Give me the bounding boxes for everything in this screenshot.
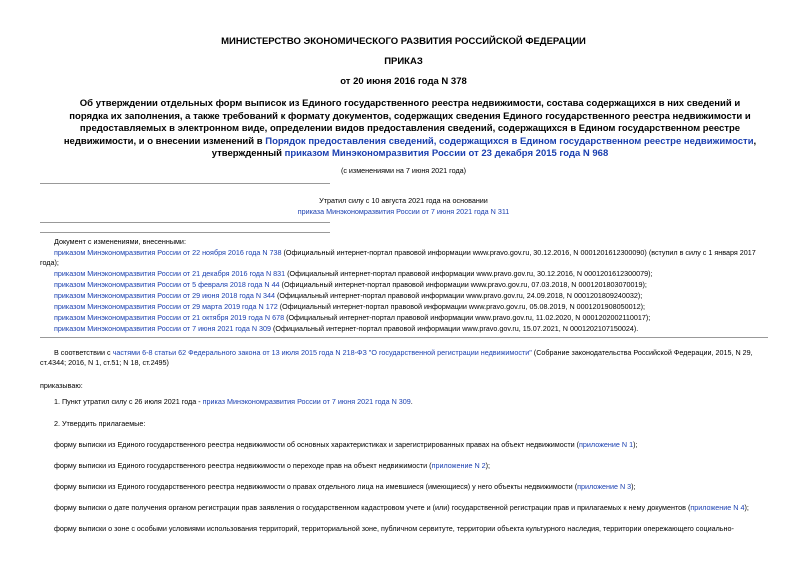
amendment-link[interactable]: приказом Минэкономразвития России от 21 декабря 2016 года N 831	[54, 269, 286, 278]
amendment-text: (Официальный интернет-портал правовой информации www.pravo.gov.ru, 15.07.2021, N 0001202107150024).	[271, 324, 639, 333]
paragraph-1	[54, 397, 413, 407]
preamble-text: В соответствии с	[54, 348, 113, 357]
amendment-text: (Официальный интернет-портал правовой информации www.pravo.gov.ru, 07.03.2018, N 0001201803070019);	[279, 280, 647, 289]
amendment-link[interactable]: приказом Минэкономразвития России от 5 февраля 2018 года N 44	[54, 280, 280, 289]
preamble	[40, 348, 768, 368]
amendment-link[interactable]: приказом Минэкономразвития России от 29 июня 2018 года N 344	[54, 291, 276, 300]
amendment-link[interactable]: приказом Минэкономразвития России от 29 марта 2019 года N 172	[54, 302, 278, 311]
form-item-end: );	[744, 503, 749, 512]
appendix-link[interactable]: приложение N 4	[690, 503, 745, 512]
amendment-text: (Официальный интернет-портал правовой информации www.pravo.gov.ru, 30.12.2016, N 0001201612300090) (вступил в силу с 1 января 2017 года);	[40, 248, 756, 267]
title-text: Об утверждении отдельных форм выписок из Единого государственного реестра недвижимости, состава содержащихся в них сведений и порядка их заполнения, а также требований к формату документов, содержащих сведения Единого государственного реестра недвижимости и предоставляемых в электронном виде, определении видов предоставления сведений, содержащихся в Едином государственном реестре недвижимости, и о внесении изменений в	[63, 98, 751, 147]
document-date: от 20 июня 2016 года N 378	[340, 76, 467, 87]
amendment-item	[54, 313, 650, 323]
amendment-text: (Официальный интернет-портал правовой информации www.pravo.gov.ru, 24.09.2018, N 0001201809240032);	[275, 291, 643, 300]
divider	[40, 232, 330, 233]
amendments-intro: Документ с изменениями, внесенными:	[54, 237, 186, 246]
lost-force-link[interactable]: приказа Минэкономразвития России от 7 июня 2021 года N 311	[297, 207, 510, 216]
amendment-item	[40, 248, 768, 268]
divider	[40, 337, 768, 338]
paragraph-1-link[interactable]: приказ Минэкономразвития России от 7 июня 2021 года N 309	[202, 397, 411, 406]
form-item-end: );	[633, 440, 638, 449]
amendment-text: (Официальный интернет-портал правовой информации www.pravo.gov.ru, 30.12.2016, N 0001201612300079);	[285, 269, 653, 278]
amendment-text: (Официальный интернет-портал правовой информации www.pravo.gov.ru, 11.02.2020, N 0001202002110017);	[284, 313, 651, 322]
form-item-text: форму выписки о зоне с особыми условиями использования территорий, территориальной зоне, публичном сервитуте, территории объекта культурного наследия, территории опережающего социально-	[54, 524, 734, 533]
amendment-item	[54, 324, 638, 334]
changes-note: (с изменениями на 7 июня 2021 года)	[340, 166, 467, 175]
paragraph-1-text: 1. Пункт утратил силу с 26 июля 2021 года -	[54, 397, 203, 406]
form-item	[54, 482, 636, 492]
preamble-law-link[interactable]: частями 6-8 статьи 62 Федерального закона от 13 июля 2015 года N 218-ФЗ "О государственной регистрации недвижимости"	[112, 348, 532, 357]
title-text-2: , утвержденный	[211, 135, 757, 160]
form-item	[54, 524, 768, 534]
form-item-end: );	[631, 482, 636, 491]
amendment-link[interactable]: приказом Минэкономразвития России от 7 июня 2021 года N 309	[54, 324, 272, 333]
form-item-text: форму выписки о дате получения органом регистрации прав заявления о государственном кадастровом учете и (или) государственной регистрации прав и прилагаемых к нему документов (	[54, 503, 691, 512]
amendment-link[interactable]: приказом Минэкономразвития России от 22 ноября 2016 года N 738	[54, 248, 282, 257]
document-type: ПРИКАЗ	[384, 56, 423, 67]
title-link-procedure[interactable]: Порядок предоставления сведений, содержащихся в Едином государственном реестре недвижимости	[265, 135, 754, 147]
form-item	[54, 440, 638, 450]
ministry-name: МИНИСТЕРСТВО ЭКОНОМИЧЕСКОГО РАЗВИТИЯ РОССИЙСКОЙ ФЕДЕРАЦИИ	[221, 36, 586, 47]
lost-force-text: Утратил силу с 10 августа 2021 года на основании	[319, 196, 488, 205]
divider	[40, 222, 330, 223]
form-item-text: форму выписки из Единого государственного реестра недвижимости об основных характеристиках и зарегистрированных правах на объект недвижимости (	[54, 440, 580, 449]
preamble-text-2: (Собрание законодательства Российской Федерации, 2015, N 29, ст.4344; 2016, N 1, ст.51; N 18, ст.2495)	[40, 348, 753, 367]
form-item	[54, 503, 749, 513]
amendment-item	[54, 269, 652, 279]
form-item	[54, 461, 490, 471]
appendix-link[interactable]: приложение N 3	[577, 482, 632, 491]
amendment-item	[54, 302, 645, 312]
amendment-item	[54, 291, 642, 301]
paragraph-1-end: .	[410, 397, 413, 406]
amendment-text: (Официальный интернет-портал правовой информации www.pravo.gov.ru, 05.08.2019, N 0001201908050012);	[277, 302, 646, 311]
appendix-link[interactable]: приложение N 2	[431, 461, 486, 470]
form-item-text: форму выписки из Единого государственного реестра недвижимости о переходе прав на объект недвижимости (	[54, 461, 432, 470]
title-link-order-968[interactable]: приказом Минэкономразвития России от 23 декабря 2015 года N 968	[284, 148, 609, 160]
document-title	[60, 98, 760, 161]
appendix-link[interactable]: приложение N 1	[579, 440, 634, 449]
amendment-link[interactable]: приказом Минэкономразвития России от 21 октября 2019 года N 678	[54, 313, 285, 322]
form-item-text: форму выписки из Единого государственного реестра недвижимости о правах отдельного лица на имевшиеся (имеющиеся) у него объекты недвижимости (	[54, 482, 578, 491]
paragraph-2: 2. Утвердить прилагаемые:	[54, 419, 146, 428]
orders-word: приказываю:	[40, 381, 83, 390]
divider	[40, 183, 330, 184]
form-item-end: );	[485, 461, 491, 470]
amendment-item	[54, 280, 647, 290]
